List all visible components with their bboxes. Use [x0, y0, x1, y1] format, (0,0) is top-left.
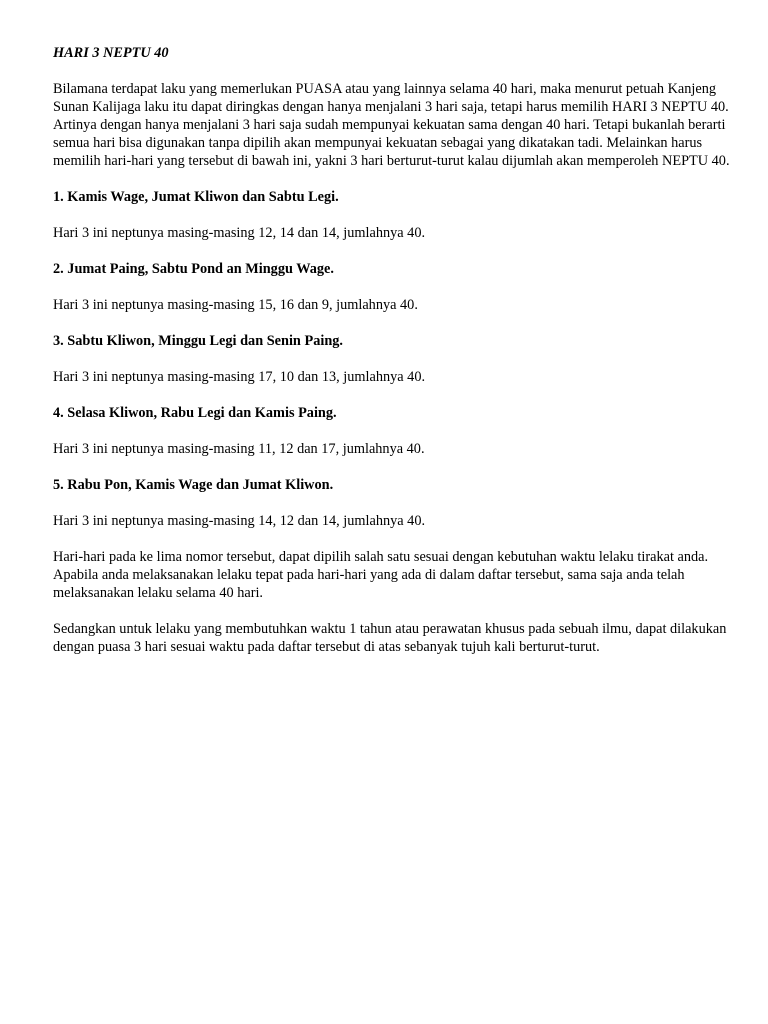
- item-heading-1: 1. Kamis Wage, Jumat Kliwon dan Sabtu Legi.: [53, 189, 339, 205]
- document-title: HARI 3 NEPTU 40: [53, 45, 169, 61]
- item-heading-5: 5. Rabu Pon, Kamis Wage dan Jumat Kliwon.: [53, 477, 334, 493]
- intro-paragraph: Bilamana terdapat laku yang memerlukan PUASA atau yang lainnya selama 40 hari, maka menurut petuah Kanjeng Sunan Kalijaga laku itu dapat diringkas dengan hanya menjalani 3 hari saja, tetapi harus memilih HARI 3 NEPTU 40. Artinya dengan hanya menjalani 3 hari saja sudah mempunyai kekuatan sama dengan 40 hari. Tetapi bukanlah berarti semua hari bisa digunakan tanpa dipilih akan mempunyai kekuatan sebagai yang dikatakan tadi. Melainkan harus memilih hari-hari yang tersebut di bawah ini, yakni 3 hari berturut-turut kalau dijumlah akan memperoleh NEPTU 40.: [53, 81, 730, 169]
- item-heading-4: 4. Selasa Kliwon, Rabu Legi dan Kamis Paing.: [53, 405, 337, 421]
- item-heading-3: 3. Sabtu Kliwon, Minggu Legi dan Senin Paing.: [53, 333, 343, 349]
- item-text-5: Hari 3 ini neptunya masing-masing 14, 12 dan 14, jumlahnya 40.: [53, 513, 426, 529]
- closing-paragraph-2: Sedangkan untuk lelaku yang membutuhkan waktu 1 tahun atau perawatan khusus pada sebuah ilmu, dapat dilakukan dengan puasa 3 hari sesuai waktu pada daftar tersebut di atas sebanyak tujuh kali berturut-turut.: [53, 621, 727, 655]
- item-heading-2: 2. Jumat Paing, Sabtu Pond an Minggu Wage.: [53, 261, 334, 277]
- item-text-3: Hari 3 ini neptunya masing-masing 17, 10 dan 13, jumlahnya 40.: [53, 369, 426, 385]
- item-text-2: Hari 3 ini neptunya masing-masing 15, 16 dan 9, jumlahnya 40.: [53, 297, 418, 313]
- item-text-4: Hari 3 ini neptunya masing-masing 11, 12 dan 17, jumlahnya 40.: [53, 441, 425, 457]
- document-content: [53, 44, 733, 674]
- item-text-1: Hari 3 ini neptunya masing-masing 12, 14 dan 14, jumlahnya 40.: [53, 225, 426, 241]
- closing-paragraph-1: Hari-hari pada ke lima nomor tersebut, dapat dipilih salah satu sesuai dengan kebutuhan waktu lelaku tirakat anda. Apabila anda melaksanakan lelaku tepat pada hari-hari yang ada di dalam daftar tersebut, sama saja anda telah melaksanakan lelaku selama 40 hari.: [53, 549, 709, 601]
